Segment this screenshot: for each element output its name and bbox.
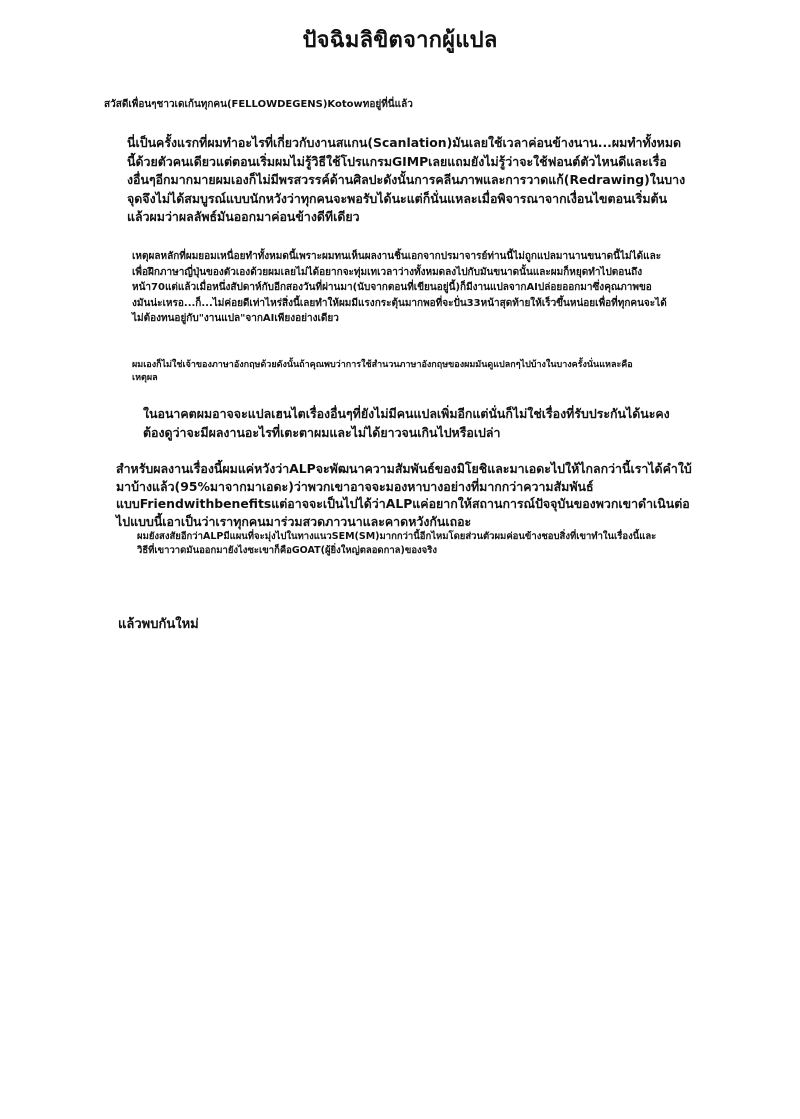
paragraph-main-reason: เหตุผลหลักที่ผมยอมเหนื่อยทำทั้งหมดนี้เพราะผมทนเห็นผลงานชิ้นเอกจากปรมาจารย์ท่านนี้ไม่ถูกแปลมานานขนาดนี้ไม่ได้และเพื่อฝึกภาษาญี่ปุ่นของตัวเองด้วยผมเลยไม่ได้อยากจะทุ่มเทเวลาว่างทั้งหมดลงไปกับมันขนาดนั้นและผมก็หยุดทำไปตอนถึงหน้า70แต่แล้วเมื่อหนึ่งสัปดาห์กับอีกสองวันที่ผ่านมา(นับจากตอนที่เขียนอยู่นี้)ก็มีงานแปลจากAIปล่อยออกมาซึ่งคุณภาพของมันน่ะเหรอ...ก็...ไม่ค่อยดีเท่าไหร่สิ่งนี้เลยทำให้ผมมีแรงกระตุ้นมากพอที่จะปั่น33หน้าสุดท้ายให้เร็วขึ้นหน่อยเพื่อที่ทุกคนจะได้ไม่ต้องทนอยู่กับ"งานแปล"จากAIเพียงอย่างเดียว [132,251,667,324]
paragraph-story-hopes: สำหรับผลงานเรื่องนี้ผมแค่หวังว่าALPจะพัฒนาความสัมพันธ์ของมิโยชิและมาเอดะไปให้ไกลกว่านี้เราได้คำใบ้มาบ้างแล้ว(95%มาจากมาเอดะ)ว่าพวกเขาอาจจะมองหาบางอย่างที่มากกว่าความสัมพันธ์แบบFriendwithbenefitsแต่อาจจะเป็นไปได้ว่าALPแค่อยากให้สถานการณ์ปัจจุบันของพวกเขาดำเนินต่อไปแบบนี้เอาเป็นว่าเราทุกคนมาร่วมสวดภาวนาและคาดหวังกันเถอะ [116,461,692,529]
paragraph-non-native-note: ผมเองก็ไม่ใช่เจ้าของภาษาอังกฤษด้วยดังนั้นถ้าคุณพบว่าการใช้สำนวนภาษาอังกฤษของผมมันดูแปลกๆไปบ้างในบางครั้งนั่นแหละคือเหตุผล [132,360,633,383]
paragraph-first-scanlation: นี่เป็นครั้งแรกที่ผมทำอะไรที่เกี่ยวกับงานสแกน(Scanlation)มันเลยใช้เวลาค่อนข้างนาน...ผมทำทั้งหมดนี้ด้วยตัวคนเดียวแต่ตอนเริ่มผมไม่รู้วิธีใช้โปรแกรมGIMPเลยแถมยังไม่รู้ว่าจะใช้ฟอนต์ตัวไหนดีและเรื่องอื่นๆอีกมากมายผมเองก็ไม่มีพรสวรรค์ด้านศิลปะดังนั้นการคลีนภาพและการวาดแก้(Redrawing)ในบางจุดจึงไม่ได้สมบูรณ์แบบนักหวังว่าทุกคนจะพอรับได้นะแต่ก็นั่นแหละเมื่อพิจารณาจากเงื่อนไขตอนเริ่มต้นแล้วผมว่าผลลัพธ์มันออกมาค่อนข้างดีทีเดียว [127,135,686,224]
closing-line: แล้วพบกันใหม่ [118,617,199,632]
paragraph-future-plans: ในอนาคตผมอาจจะแปลเฮนไตเรื่องอื่นๆที่ยังไม่มีคนแปลเพิ่มอีกแต่นั่นก็ไม่ใช่เรื่องที่รับประกันได้นะคงต้องดูว่าจะมีผลงานอะไรที่เตะตาผมและไม่ได้ยาวจนเกินไปหรือเปล่า [143,406,670,440]
page-title: ปัจฉิมลิขิตจากผู้แปล [302,28,498,53]
greeting-line: สวัสดีเพื่อนๆชาวเดเก้นทุกคน(FELLOWDEGENS)Kotowทอยู่ที่นี่แล้ว [104,99,413,110]
paragraph-author-praise: ผมยังสงสัยอีกว่าALPมีแผนที่จะมุ่งไปในทางแนวSEM(SM)มากกว่านี้อีกไหมโดยส่วนตัวผมค่อนข้างชอบสิ่งที่เขาทำในเรื่องนี้และวิธีที่เขาวาดมันออกมายังไงซะเขาก็คือGOAT(ผู้ยิ่งใหญ่ตลอดกาล)ของจริง [137,531,657,556]
